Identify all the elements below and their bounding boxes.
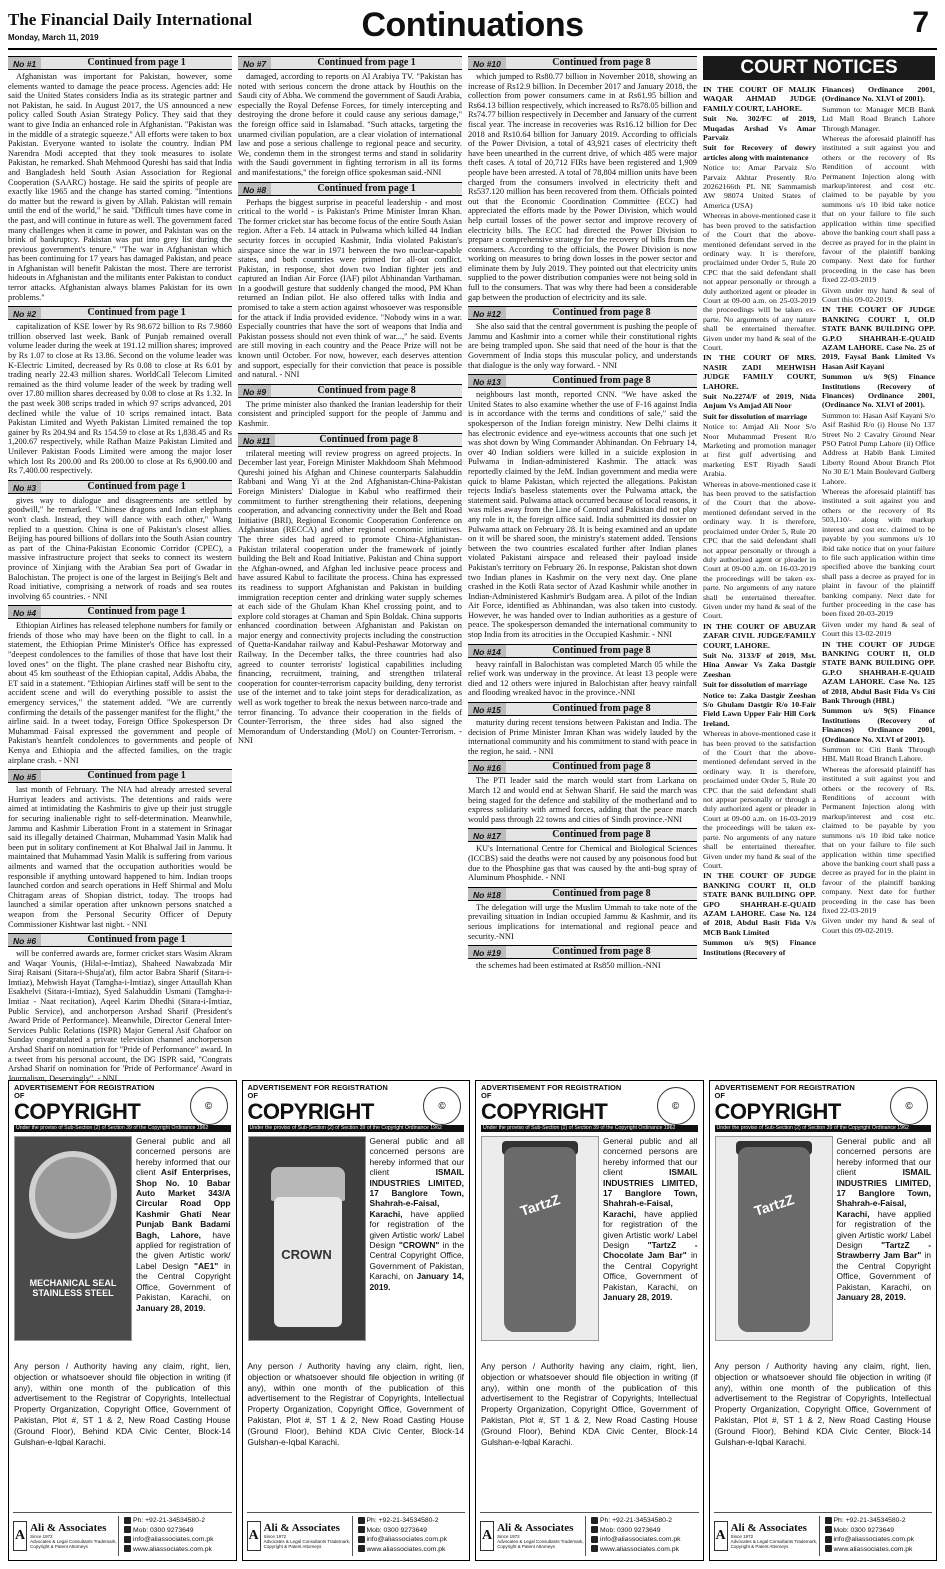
court-notice-paragraph: Suit No. 3133/F of 2019, Mst. Hina Anwar Vs Zaka Dastgir Zeeshan (703, 650, 816, 679)
story-body: trilateral meeting will review progress on agreed projects. In December last year, Foreign Minister Makhdoom Shah Mehmood Qureshi joined his Afghan and Chinese counterparts Salahuddin Rabbani and Wang Yi at the 2nd Afghanistan-China-Pakistan Foreign Ministers' Dialogue in Kabul who reaffirmed their commitment to further strengthening their relations, deepening cooperation, and advancing connectivity under the Belt and Road Initiative (BRI), Regional Economic Cooperation Conference on Afghanistan (RECCA) and other regional economic initiatives. The three sides had agreed to promote China-Afghanistan-Pakistan trilateral cooperation under the framework of jointly building the Belt and Road Initiative. Pakistan and China support the Afghan-owned, and Afghan led inclusive peace process and have assured Kabul to facilitate the process. China has expressed its readiness to support Afghanistan and Pakistan in building immigration reception center and drinking water supply schemes at each side of the Ghulam Khan Khel crossing point, and to explore cold storages at Chaman and Spin Boldak. China supports enhanced coordination between Afghanistan and Pakistan on major energy and connectivity projects including the construction of Quetta-Kandahar railway and Kabul-Peshawar Motorway and Railway. In the December talks, the three countries had also agreed to counter terrorists' logistical capabilities including financing, recruitment, training, and strengthen trilateral cooperation for counter-terrorism capacity building, deny terrorist use of the internet and to take joint steps for deradicalization, as well as work together to break the nexus between narco-trade and terror financing. To advance their cooperation in the fields of Counter-Terrorism, the three sides had also signed the Memorandum of Understanding (MoU) on Counter-Terrorism. - NNI (238, 448, 462, 746)
story-continued: Continued from page 1 (87, 770, 186, 782)
ad-text-c: in the Central Copyright Office, Government of Pakistan, Karachi, on (603, 1250, 698, 1292)
story-continued: Continued from page 8 (552, 644, 651, 656)
ad-text-a: General public and all concerned persons are hereby informed that our client (603, 1136, 698, 1178)
story-body: heavy rainfall in Balochistan was completed March 05 while the relief work was underway in the province. At least 13 people were died and 12 others were injured in Balochistan after heavy rainfall and flooding wreaked havoc in the province.-NNI (468, 659, 697, 698)
court-notice-paragraph: IN THE COURT OF JUDGE BANKING COURT I, OLD STATE BANK BUILDING OPP. G.P.O SHAHRAH-E-QUAID AZAM LAHORE. Case No. 25 of 2019, Faysal Bank Limited Vs Hasan Asif Kayani (822, 305, 935, 371)
copyright-ad (475, 1080, 704, 1561)
story-tag: No #16 (468, 761, 506, 773)
firm-name-block (264, 1523, 352, 1549)
mobile-icon (591, 1526, 598, 1533)
story-body: Perhaps the biggest surprise in peaceful leadership - and most critical to the world - is Pakistan's Prime Minister Imran Khan. The former cricket star has become focus of the entire South Asian region. After a Feb. 14 attack in Pulwama which killed 44 Indian security forces in occupied Kashmir, India violated Pakistan's airspace since the war in 1971 between the two nuclear-capable states, and both countries were primed for all-out conflict. Pakistan, in response, shot down two Indian fighter jets and captured an Indian Air Force (IAF) pilot Abhinandan Varthaman. In a goodwill gesture that suddenly changed the mood, PM Khan returned an Indian pilot. He also offered talks with India and promised to take a stern action against whosoever was responsible for the attack if India provided evidence. "Nobody wins in a war. Especially countries that have the sort of weapons that India and Pakistan possess should not even think of war...," he said. Events are still moving in each country and the Peace Prize will not be known until October. For now, however, each deserves attention and support, especially for their conviction that peace is possible and natural. - NNI (238, 197, 462, 380)
firm-name: Ali & Associates (30, 1522, 107, 1534)
court-notice-paragraph: Suit for dissolution of marriage (703, 680, 808, 690)
story-tag: No #12 (468, 307, 506, 319)
contact-row (825, 1535, 915, 1545)
ad-body (248, 1136, 465, 1351)
firm-name-block (30, 1523, 118, 1549)
story-continued: Continued from page 8 (552, 887, 651, 899)
contact-value: Ph: +92-21-34534580-2 (133, 1517, 205, 1524)
court-notice-paragraph: Whereas in above-mentioned case it has been proved to the satisfaction of the Court that the above-mentioned defendant served in the ordinary way. It is therefore, proclaimed under Order 5, Rule 20 CPC that the said defendant shall not appear personally or through a duly authorized agent or pleader in Court at 09-00 a.m. on 25-03-2019 the proceedings will be taken ex-parte. No arguments of any nature shall be entertained thereafter. Given under my hand & seal of the Court. (703, 211, 817, 352)
story-continued: Continued from page 1 (87, 480, 186, 492)
court-notice-paragraph: Suit for Recovery of dowry articles along with maintenance (703, 143, 816, 162)
story-no11 (238, 433, 462, 746)
firm-name-block (497, 1523, 585, 1549)
court-notice-paragraph: IN THE COURT OF JUDGE BANKING COURT II, OLD STATE BANK BUILDING OPP. G.P.O SHAHRAH-E-QUAID AZAM LAHORE. Case No. 125 of 2018, Abdul Basit Fida Vs Citi Bank Through (HBL) (822, 639, 935, 705)
story-continued: Continued from page 8 (552, 57, 651, 68)
story-header (468, 828, 697, 842)
story-header (238, 56, 462, 70)
email-icon (358, 1536, 365, 1543)
seal-rim-shape (29, 1151, 117, 1239)
story-continued: Continued from page 1 (317, 57, 416, 68)
story-body: will be conferred awards are, former cricket stars Wasim Akram and Waqar Younis, (Hilal-e-Imtiaz), Shaheed Nawabzada Mir Siraj Raisani (Sitara-i-Shuja'at), film actor Babra Sharif (Sitara-i-Imtiaz), Mehwish Hayat (Tamgha-i-Imtiaz), singer Attaullah Khan Esakhelvi (Sitara-i-Imtiaz), Syed Salahuddin Usmani (Tamgha-i-Imtiaz - Naat recitation), Aqeel Karim Dhedhi (Sitara-i-Imtiaz, Public Service), and anchorperson Arshad Sharif (President's Award Pride of Performance). Meanwhile, Director General Inter-Services Public Relations (ISPR) Major General Asif Ghafoor on Sunday congratulated a private television channel anchorperson Arshad Sharif on nomination for "Pride of Performance" award. In a tweet from his personal account, the DG ISPR said, "Congrats Arshad Sharif on nomination for 'Pride of Performance' Award in Journalism, Deservingly". - NNI (8, 949, 232, 1083)
ad-title: COPYRIGHT (247, 1099, 374, 1124)
story-no15 (468, 702, 697, 756)
story-body: which jumped to Rs80.77 billion in November 2018, showing an increase of Rs12.9 billion. In December 2017 and January 2018, the collection from power consumers came in at Rs61.95 billion and Rs64.13 billion respectively, which increased to Rs78.05 billion and Rs74.77 billion respectively in December and January of the current fiscal year. The increase in recoveries was Rs16.12 billion for Dec 2018 and Rs10.64 billion for January 2019. According to officials of the Power Division, a total of 43,921 cases of electricity theft have been unearthed in the current drive, of which 485 were major theft cases. A total of 20,712 FIRs have been registered and 1,909 people have been arrested. A total of 78,804 million units have been charged from the consumers involved in electricity theft and Rs537.120 million has been recovered from them. Officials pointed out that the Economic Coordination Committee (ECC) had appreciated the efforts made by the Power Division, which would help curtail losses of the power sector and improve recovery of electricity bills. The ECC had directed the Power Division to prepare a comprehensive strategy for the recovery of bills from the consumers. According to the officials, the Power Division is now working on measures to bring down losses in the power sector and eliminate them by July 2019. They pointed out that electricity units supplied to the power distribution companies were not being sold in full to the consumers. That was why there had been a considerable gap between the production of electricity and its sale. (468, 72, 697, 302)
copyright-ad (8, 1080, 237, 1561)
email-icon (591, 1536, 598, 1543)
firm-contacts (585, 1516, 681, 1556)
story-body: Afghanistan was important for Pakistan, however, some elements wanted to damage the peace process. Agencies add: He said the United States considers India as its strategic partner and not Pakistan, he said. In August 2017, the US announced a new policy called South Asian Strategy Policy. They said that they want to give India an enhanced role in Afghanistan. "Pakistan was in the middle of a strategic squeeze." All efforts were taken to box Pakistan. Everyone wanted to isolate the country. Indian PM Narendra Modi accepted that they took measures to isolate Pakistan, he remarked. Shah Mehmood Qureshi has said that India and Bangladesh held South Asian Association for Regional Cooperation (SAARC) hostage. He said the spirits of people are exactly like 1965 and the change has started coming. "Intentions do matter but the reward is given by Allah. Pakistan will remain until the end of the world," he said. "Difficult times have come in the past, and will continue in future as well. The government faced many challenges when it came in power, and Pakistan was on the brink of bankruptcy. Pakistan was put into grey list during the previous government's tenure." "The war in Afghanistan which has been continuing for 17 years has damaged Pakistan, and peace in Afghanistan will benefit Pakistan the most. There are terrorist hideouts in Afghanistan and the militants enter Pakistan to conduct terror attacks. Afghanistan always blames Pakistan for its own problems." (8, 72, 232, 302)
label-design-image (14, 1136, 132, 1341)
story-tag: No #5 (8, 770, 41, 782)
story-tag: No #13 (468, 375, 506, 387)
story-no3 (8, 480, 232, 602)
story-body: Ethiopian Airlines has released telephone numbers for family or friends of those who may have been on the flight to call. In a statement, the Ethiopian Prime Minister's Office has expressed "deepest condolences to the families of those that have lost their loved ones" on the flight. The plane crashed near Bishoftu city, about 45 km southeast of the Ethiopian capital, Addis Ababa, the ET said in a statement. "Ethiopian Airlines staff will be sent to the accident scene and will do everything possible to assist the emergency services," the statement added. "We are currently confirming the details of the passenger manifest for the flight," the airline said. In a tweet today, Foreign Office Spokesperson Dr Muhammad Faisal expressed the government and people of Pakistan's heartfelt condolences to governments and people of Kenya and Ethiopia and the affected families, on the tragic airplane crash. - NNI (8, 621, 232, 765)
contact-value: info@aliassociates.com.pk (600, 1536, 681, 1544)
contact-row (591, 1526, 681, 1536)
court-notice-paragraph: Notice to: Amar Parvaiz S/o Parvaiz Akhtar Presently R/o 20262166th PL NE Sammamish AW 98074 United States of America (USA) (703, 163, 816, 210)
firm-tagline: Advocates & Legal Consultants Trademark, Copyright & Patent Attorneys (263, 1539, 351, 1549)
ad-date: January 28, 2019. (603, 1292, 673, 1303)
ad-client: ISMAIL INDUSTRIES LIMITED, 17 Banglore Town, Shahrah-e-Faisal, Karachi, (369, 1167, 464, 1219)
story-no4 (8, 605, 232, 765)
story-tag: No #6 (8, 934, 41, 946)
ad-text-a: General public and all concerned persons are hereby informed that our client (136, 1136, 231, 1178)
contact-value: Ph: +92-21-34534580-2 (366, 1517, 439, 1524)
firm-name: Ali & Associates (497, 1522, 574, 1534)
phone-icon (591, 1517, 598, 1524)
story-header (8, 56, 232, 70)
story-body: capitalization of KSE lower by Rs 98.672 billion to Rs 7.9860 trillion observed last week. Bank of Punjab remained overall volume leader during the week at 191.12 million shares; improved by Rs 1.07 to close at Rs 13.86. Second on the volume leader was K-Electric Limited, decreased by Rs 0.08 to close at Rs 6.01 by trading nearly 22.43 million shares. WorldCall Telecom Limited remained as the third volume leader of the week by trading well over 17.80 million shares decreased by 0.08 to close at Rs 1.32. In the past week 308 scrips traded in which 97 scrips advanced, 201 declined while the value of 10 scrips remained intact. Bata Pakistan Limited and Wyeth Pakistan Limited remained the top gainer by Rs 204.94 and Rs 154.59 to close at Rs 1,838.45 and Rs 1,200.67 respectively, while Rafhan Maize Pakistan Limited and Unilever Pakistan Foods Limited were among the major loser which lost Rs 200.00 and Rs 200.00 to close at Rs 6,900.00 and Rs 7,400.00 respectively. (8, 322, 232, 476)
firm-tagline: Advocates & Legal Consultants Trademark, Copyright & Patent Attorneys (497, 1539, 584, 1549)
story-header (468, 56, 697, 70)
label-design-image (715, 1136, 833, 1341)
mobile-icon (825, 1526, 832, 1533)
story-body: The PTI leader said the march would start from Larkana on March 12 and would end at Sehwan Sharif. He said the march was being staged for the defence and stability of the motherland and to express solidarity with armed forces, adding that the peace march would pass through 22 towns and cities of Sindh province.-NNI (468, 776, 697, 824)
contact-value: www.aliassociates.com.pk (833, 1545, 913, 1553)
ad-text-a: General public and all concerned persons are hereby informed that our client (836, 1136, 931, 1178)
court-notice-paragraph: IN THE COURT OF MALIK WAQAR AHMAD JUDGE FAMILY COURT, LAHORE. (703, 85, 816, 113)
ad-objection-notice: Any person / Authority having any claim, right, lien, objection or whatsoever should file objection in writing (if any), within one month of the publication of this advertisement to the Registrar of Copyrights, Intellectual Property Organization, Copyright Office, Government of Pakistan, Plot #, ST 1 & 2, New Road Casting House (Ground Floor), Behind KDA Civic Center, Block-14 Gulshan-e-Iqbal Karachi. (714, 1361, 931, 1447)
label-design-text: TartzZ (518, 1191, 562, 1219)
ad-body (14, 1136, 231, 1351)
contact-value: Mob: 0300 9273649 (366, 1526, 427, 1534)
contact-row (825, 1545, 915, 1555)
ad-date: January 28, 2019. (136, 1302, 206, 1313)
story-continued: Continued from page 1 (317, 182, 416, 194)
email-icon (825, 1536, 832, 1543)
label-design-text: TartzZ (751, 1191, 796, 1219)
court-notice-paragraph: Suit for dissolution of marriage (703, 411, 808, 421)
story-no16 (468, 760, 697, 824)
ad-text-b: have applied for registration of the given Artistic work/ Label Design (836, 1208, 931, 1251)
court-notice-paragraph: Finances) Ordinance 2001, (Ordinance No. XLVI of 2001). (822, 85, 935, 104)
ad-date: January 14, 2019. (369, 1271, 464, 1292)
story-tag: No #3 (8, 481, 41, 493)
ad-title: COPYRIGHT (714, 1099, 841, 1124)
story-no13 (468, 374, 697, 639)
court-notices (703, 56, 935, 1076)
column-2 (238, 56, 462, 1076)
story-body: maturity during recent tensions between Pakistan and India. The decision of Prime Minister Imran Khan was widely lauded by the international community and his commitment to stand with peace in the region, he said. - NNI (468, 718, 697, 756)
ad-footer (714, 1512, 933, 1556)
contact-row (591, 1535, 681, 1545)
story-header (468, 374, 697, 388)
web-icon (825, 1545, 832, 1552)
story-continued: Continued from page 1 (87, 934, 186, 946)
contact-value: info@aliassociates.com.pk (133, 1536, 214, 1544)
story-tag: No #8 (238, 183, 271, 195)
copyright-seal-icon: © (190, 1087, 228, 1125)
story-header (468, 760, 697, 774)
contact-row (825, 1526, 915, 1536)
label-design-image (248, 1136, 366, 1341)
court-notice-paragraph: Suit No.2274/F of 2019, Nida Anjum Vs Amjad Ali Noor (703, 392, 816, 411)
firm-logo-icon: A (480, 1521, 494, 1551)
story-no19 (468, 945, 697, 971)
copyright-ad (709, 1080, 938, 1561)
story-header (238, 433, 462, 447)
story-header (8, 769, 232, 783)
firm-contacts (352, 1516, 448, 1556)
story-body: damaged, according to reports on Al Arabiya TV. "Pakistan has noted with serious concern the drone attack by Houthis on the Saudi city of Abha. We commend the government of Saudi Arabia, especially the Royal Defense Forces, for timely intercepting and destroying the drone before it could cause any serious damage," the foreign office said in Islamabad. "Such attacks, targeting the unarmed civilian population, are a clear violation of international law and pose a serious challenge to regional peace and security. We, condemn them in the strongest terms and stand in solidarity with the Saudi government in fighting terrorism in all its forms and manifestations," the foreign office spokesman said.-NNI (238, 72, 462, 177)
story-continued: Continued from page 1 (87, 57, 186, 68)
story-tag: No #11 (238, 434, 275, 446)
ad-design-name: "CROWN" (398, 1240, 440, 1251)
copyright-seal-icon: © (657, 1087, 695, 1125)
contact-row (358, 1535, 448, 1545)
firm-since: Since 1972 (497, 1534, 520, 1539)
story-continued: Continued from page 8 (552, 307, 651, 319)
story-tag: No #1 (8, 57, 41, 69)
court-notice-paragraph: Given under my hand & seal of Court this 13-02-2019 (822, 619, 935, 639)
story-continued: Continued from page 8 (552, 761, 651, 773)
story-header (468, 945, 697, 959)
story-header (468, 306, 697, 320)
court-notice-paragraph: Summon to: Hasan Asif Kayani S/o Asif Rashid R/o (i) House No 137 Street No 2 Cavalry Ground Near PSO Patrol Pump Lahore (ii) Office Address at Habib Bank Limited Liberty Round About Branch Plot No 30 E/1 Main Boulevard Gulberg Lahore. (822, 410, 935, 486)
story-body: She also said that the central government is pushing the people of Jammu and Kashmir into a corner while their constitutional rights are being trampled upon. She said that need of the hour is that the Government of India stops this muscular policy, and understands that dialogue is the only way forward. - NNI (468, 322, 697, 370)
ad-date: January 28, 2019. (836, 1292, 906, 1303)
court-column-b (822, 85, 935, 958)
story-no8 (238, 182, 462, 380)
story-header (8, 933, 232, 947)
web-icon (124, 1545, 131, 1552)
court-notice-paragraph: Summon u/s 9(S) Finance Institutions (Recovery of Finances) Ordinance 2001, (Ordinance No. XLVI of 2001). (822, 372, 935, 410)
court-notice-paragraph: Notice to: Amjad Ali Noor S/o Noor Muhammad Present R/o Marketing and promotion manager at first gulf advertising and marketing EST Riyadh Saudi Arabia. (703, 422, 816, 479)
ad-title: COPYRIGHT (481, 1099, 608, 1124)
firm-logo-icon: A (247, 1521, 261, 1551)
ad-statement (370, 1136, 465, 1351)
story-header (238, 182, 462, 196)
firm-logo (480, 1516, 585, 1556)
story-tag: No #17 (468, 829, 506, 841)
phone-icon (825, 1517, 832, 1524)
phone-icon (358, 1517, 365, 1524)
story-body: gives way to dialogue and disagreements are settled by goodwill," he remarked. "Chinese dragons and Indian elephants won't clash. Instead, they will dance with each other," Wang replied to a question. China is one of Pakistan's closest allies. Beijing has poured billions of dollars into the South Asian country as part of the China-Pakistan Economic Corridor (CPEC), a massive infrastructure project that seeks to connect its western province of Xinjiang with the Arabian Sea port of Gwadar in Balochistan. The project is one of the largest in Beijing's Belt and Road initiative, comprising a network of roads and sea routes involving 65 countries. - NNI (8, 495, 232, 601)
story-tag: No #9 (238, 385, 271, 397)
contact-row (124, 1516, 214, 1526)
firm-logo-icon: A (13, 1521, 27, 1551)
contact-value: Mob: 0300 9273649 (600, 1526, 661, 1534)
ad-kicker: ADVERTISEMENT FOR REGISTRATION OF (714, 1083, 855, 1100)
label-design-text: MECHANICAL SEAL STAINLESS STEEL (29, 1278, 117, 1298)
court-notice-paragraph: IN THE COURT OF ABUZAR ZAFAR CIVIL JUDGE/FAMILY COURT, LAHORE. (703, 621, 816, 650)
ad-objection-notice: Any person / Authority having any claim, right, lien, objection or whatsoever should file objection in writing (if any), within one month of the publication of this advertisement to the Registrar of Copyrights, Intellectual Property Organization, Copyright Office, Government of Pakistan, Plot #, ST 1 & 2, New Road Casting House (Ground Floor), Behind KDA Civic Center, Block-14 Gulshan-e-Iqbal Karachi. (481, 1361, 698, 1447)
ad-client: Asif Enterprises, Shop No. 10 Babar Auto Market 343/A Circular Road Opp Kashmir Ghati Near Punjab Bank Badami Bagh, Lahore, (136, 1167, 231, 1240)
ad-statement (837, 1136, 932, 1351)
story-tag: No #2 (8, 307, 41, 319)
contact-value: Mob: 0300 9273649 (833, 1526, 894, 1534)
court-notice-paragraph: Summon u/s 9(S) Finance Institutions (Recovery of (703, 938, 816, 957)
firm-logo-icon: A (714, 1521, 728, 1551)
jar-body-shape (738, 1147, 810, 1332)
ad-text-c: in the Central Copyright Office, Government of Pakistan, Karachi, on (369, 1240, 464, 1282)
ad-objection-notice: Any person / Authority having any claim, right, lien, objection or whatsoever should file objection in writing (if any), within one month of the publication of this advertisement to the Registrar of Copyrights, Intellectual Property Organization, Copyright Office, Government of Pakistan, Plot #, ST 1 & 2, New Road Casting House (Ground Floor), Behind KDA Civic Center, Block-14 Gulshan-e-Iqbal Karachi. (14, 1361, 231, 1447)
firm-tagline: Advocates & Legal Consultants Trademark, Copyright & Patent Attorneys (30, 1539, 117, 1549)
column-1 (8, 56, 232, 1083)
section-title: Continuations (361, 6, 584, 44)
ad-text-a: General public and all concerned persons are hereby informed that our client (369, 1136, 464, 1178)
story-header (238, 384, 462, 398)
ad-footer (480, 1512, 699, 1556)
web-icon (358, 1545, 365, 1552)
contact-value: Mob: 0300 9273649 (133, 1526, 194, 1534)
paper-date: Monday, March 11, 2019 (8, 33, 99, 42)
story-continued: Continued from page 8 (552, 829, 651, 841)
copyright-ads (8, 1080, 937, 1561)
story-no17 (468, 828, 697, 882)
story-continued: Continued from page 1 (87, 606, 186, 618)
story-header (468, 702, 697, 716)
ad-body (481, 1136, 698, 1351)
ad-text-c: in the Central Copyright Office, Government of Pakistan, Karachi, on (136, 1260, 231, 1303)
story-tag: No #7 (238, 57, 271, 69)
story-no1 (8, 56, 232, 302)
ad-objection-notice: Any person / Authority having any claim, right, lien, objection or whatsoever should file objection in writing (if any), within one month of the publication of this advertisement to the Registrar of Copyrights, Intellectual Property Organization, Copyright Office, Government of Pakistan, Plot #, ST 1 & 2, New Road Casting House (Ground Floor), Behind KDA Civic Center, Block-14 Gulshan-e-Iqbal Karachi. (247, 1361, 464, 1447)
court-notice-paragraph: Whereas the aforesaid plaintiff has instituted a suit against you and others or the recovery of Rs Rendition of account with Permanent Injection along with markup/interest and cost etc. claimed to be payable by you summons u/s 10 ibid take notice that on your failure to file such application within time specified above the banking court shall pass a decree as prayed for in the plaint in favour of the plaintiff banking company. Next date for further proceeding in the case has been fixed 22-03-2019 (822, 134, 935, 285)
firm-since: Since 1972 (730, 1534, 754, 1539)
court-notice-paragraph: Summon u/s 9(S) Finance Institutions (Recovery of Finances) Ordinance 2001, (Ordinance No. XLVI of 2001). (822, 706, 935, 744)
copyright-seal-icon: © (423, 1087, 461, 1125)
story-no14 (468, 644, 697, 698)
story-continued: Continued from page 8 (552, 946, 651, 958)
story-no18 (468, 887, 697, 941)
story-header (468, 887, 697, 901)
story-continued: Continued from page 8 (552, 703, 651, 715)
story-no10 (468, 56, 697, 302)
firm-logo (714, 1516, 819, 1556)
ad-kicker: ADVERTISEMENT FOR REGISTRATION OF (247, 1083, 388, 1100)
story-tag: No #10 (468, 57, 506, 69)
ad-footer (247, 1512, 466, 1556)
paper-name: The Financial Daily International (8, 10, 253, 29)
contact-row (358, 1526, 448, 1536)
court-notices-columns (703, 85, 935, 958)
court-notice-paragraph: Whereas in above-mentioned case it has been proved to the satisfaction of the Court that the above-mentioned defendant served in the ordinary way. It is therefore, proclaimed under Order 5, Rule 20 CPC that the said defendant shall not appear personally or through a duly authorized agent or pleader in Court at 09-00 a.m. on 16-03-2019 the proceedings will be taken ex-parte. No arguments of any nature shall be entertained thereafter. Given under my hand & seal of the Court. (703, 479, 817, 621)
ad-subline: Under the proviso of Sub-Section (2) of Section 39 of the Copyright Ordinance 1962 (14, 1125, 231, 1132)
story-header (468, 644, 697, 658)
contact-value: info@aliassociates.com.pk (366, 1536, 448, 1544)
jar-body-shape (274, 1197, 342, 1327)
label-design-text: CROWN (281, 1247, 332, 1262)
court-notice-paragraph: Summon to: Manager MCB Bank Ltd Mall Road Branch Lahore Through Manager. (822, 104, 935, 133)
ad-kicker: ADVERTISEMENT FOR REGISTRATION OF (14, 1083, 155, 1100)
contact-value: info@aliassociates.com.pk (833, 1536, 915, 1544)
ad-body (715, 1136, 932, 1351)
story-continued: Continued from page 1 (87, 307, 186, 319)
ad-design-name: "TartzZ - Chocolate Jam Bar" (603, 1240, 698, 1261)
firm-since: Since 1972 (263, 1534, 287, 1539)
ad-design-name: "TartzZ - Strawberry Jam Bar" (836, 1240, 931, 1261)
court-column-a (703, 85, 816, 958)
story-no7 (238, 56, 462, 178)
court-notice-paragraph: Summon to: Citi Bank Through HBL Mall Road Branch Lahore. (822, 745, 935, 764)
contact-row (124, 1545, 214, 1555)
story-header (8, 605, 232, 619)
jar-body-shape (504, 1147, 576, 1332)
mobile-icon (358, 1526, 365, 1533)
story-continued: Continued from page 8 (317, 384, 416, 396)
story-no12 (468, 306, 697, 370)
ad-text-c: in the Central Copyright Office, Government of Pakistan, Karachi, on (836, 1250, 931, 1292)
label-design-image (481, 1136, 599, 1341)
story-tag: No #18 (468, 888, 506, 900)
court-notice-paragraph: Whereas the aforesaid plaintiff has instituted a suit against you and others or the recovery of Rs 503,110/- along with markup interest and cost etc. claimed to be payable by you summons u/s 10 ibid take notice that on your failure to file such application within time specified above the banking court shall pass a decree as prayed for in plaint in favour of the plaintiff banking company. Next date for further proceeding in the case has been fixed 20-03-2019 (822, 487, 935, 619)
firm-name: Ali & Associates (263, 1522, 340, 1534)
ad-client: ISMAIL INDUSTRIES LIMITED, 17 Banglore Town, Shahrah-e-Faisal, Karachi, (603, 1167, 698, 1219)
ad-text-b: have applied for registration of the given Artistic work/ Label Design (603, 1208, 698, 1251)
ad-subline: Under the proviso of Sub-Section (2) of Section 39 of the Copyright Ordinance 1962 (248, 1125, 465, 1132)
story-body: the schemes had been estimated at Rs850 million.-NNI (476, 961, 661, 971)
firm-tagline: Advocates & Legal Consultants Trademark, Copyright & Patent Attorneys (730, 1539, 818, 1549)
copyright-seal-icon: © (890, 1087, 928, 1125)
contact-value: Ph: +92-21-34534580-2 (600, 1517, 672, 1524)
contact-value: www.aliassociates.com.pk (366, 1545, 446, 1553)
ad-subline: Under the proviso of Sub-Section (2) of Section 39 of the Copyright Ordinance 1962 (481, 1125, 698, 1132)
ad-footer (13, 1512, 232, 1556)
story-body: neighbours last month, reported CNN. "We have asked the United States to also examine whether the use of F-16 against India is in accordance with the terms and conditions of sale," said the spokesperson of the Indian foreign ministry. New Delhi claims it has electronic evidence and eye-witness accounts that one such jet was shot down by Wing Commander Abhinandan. On February 14, over 40 Indian soldiers were killed in a suicide explosion in Pulwama in Indian-administered Kashmir. The attack was reportedly claimed by the JeM. Indian government and media were quick to blame Pakistan, which rejected the allegations. Pakistan rejects India's baseless statements over the Pulwama attack, the statement said. Pulwama attack occurred because of local reasons, it was miles away from the Line of Control and Pakistan did not play any role in it, the foreign office said. India submitted its dossier on Pulwama attack on February 28. It is being examined and an update on it will be shared soon, the ministry's statement added. Tensions between the two countries escalated further after Indian planes violated Pakistani airspace and released their payload inside Pakistan's territory on February 26. In response, Pakistan shot down two Indian planes in Kashmir on the very next day. One plane crashed in the Kotli Rata sector of Azad Kashmir while another in Indian-Administered Kashmir's Budgam area. A pilot of the Indian Air Force, identified as Abhinandan, was also taken into custody. However, he was handed over to Indian authorities as a gesture of peace. The spokesperson demanded the international community to stop India from its atrocities in the Occupied Kashmir. - NNI (468, 390, 697, 640)
masthead (8, 6, 937, 50)
court-notice-paragraph: IN THE COURT OF MRS. NASIR ZADI MEHWISH JUDGE FAMILY COURT, LAHORE. (703, 353, 816, 391)
story-tag: No #19 (468, 946, 506, 958)
court-notice-paragraph: Given under my hand & seal of Court this 09-02-2019. (822, 916, 935, 935)
story-body: The prime minister also thanked the Iranian leadership for their consistent and principled support for the people of Jammu and Kashmir. (238, 399, 462, 428)
jar-lid-shape (271, 1167, 345, 1201)
contact-value: www.aliassociates.com.pk (600, 1545, 679, 1553)
mobile-icon (124, 1526, 131, 1533)
contact-row (591, 1545, 681, 1555)
contact-row (358, 1545, 448, 1555)
contact-value: Ph: +92-21-34534580-2 (833, 1517, 906, 1524)
story-body: The delegation will urge the Muslim Ummah to take note of the prevailing situation in Indian occupied Jammu & Kashmir, and its serious implications for international and regional peace and security.-NNI (468, 902, 697, 941)
ad-subline: Under the proviso of Sub-Section (2) of Section 39 of the Copyright Ordinance 1962 (715, 1125, 932, 1132)
contact-value: www.aliassociates.com.pk (133, 1545, 212, 1553)
story-body: KU's International Centre for Chemical and Biological Sciences (ICCBS) said the deaths were not caused by any poisonous food but due to the Phosphine gas that was caused by the anti-bug spray of Aluminum Phosphide. - NNI (468, 844, 697, 883)
court-notice-paragraph: Whereas the aforesaid plaintiff has instituted a suit against you and others or the recovery of Rs. Renditions of account with Permanent Injection along with markup/interest and cost etc. claimed to be payable by you summons u/s 10 ibid take notice that on your failure to file such application within time specified above the banking court shall pass a decree as prayed for in the plaint in favour of the plaintiff banking company. Next date for further proceeding in the case has been fixed 22-03-2019 (822, 764, 935, 915)
contact-row (358, 1516, 448, 1526)
phone-icon (124, 1517, 131, 1524)
story-header (8, 306, 232, 320)
contact-row (825, 1516, 915, 1526)
ad-kicker: ADVERTISEMENT FOR REGISTRATION OF (481, 1083, 622, 1100)
court-notice-paragraph: Suit No. 302/FC of 2019, Muqadas Arshad Vs Amar Parvaiz (703, 114, 816, 143)
copyright-ad (242, 1080, 471, 1561)
ad-design-name: "AE1" (194, 1260, 219, 1271)
contact-row (124, 1526, 214, 1536)
story-body: last month of February. The NIA had already arrested several Hurriyat leaders and activists. The detentions and raids were aimed at intimidating the Kashmiris to give up their just struggle for securing inalienable right to self-determination. Meanwhile, Jammu and Kashmir Liberation Front in a statement in Srinagar said its illegally detained Chairman, Muhammad Yasin Malik had been put in solitary confinement at Kot Bhalwal Jail in Jammu. It maintained that Muhammad Yasin Malik is suffering from various ailments and warned that the occupation authorities would be responsible if anything untoward happened to him. Indian troops launched cordon and search operations in Heff Shirmal and Molu Chitragam areas of Shopian district, today. The troops had launched a similar operation after unknown persons snatched a weapon from the Personal Security Officer of Deputy Commissioner Kishtwar last night. - NNI (8, 785, 232, 929)
ad-client: ISMAIL INDUSTRIES LIMITED, 17 Banglore Town, Shahrah-e-Faisal, Karachi, (836, 1167, 931, 1219)
story-header (8, 480, 232, 494)
story-no6 (8, 933, 232, 1083)
court-notice-paragraph: Notice to: Zaka Dastgir Zeeshan S/o Ghulam Dastgir R/o 10-Fair Field Lawn Upper Fair Hill Cork Ireland. (703, 690, 816, 728)
story-continued: Continued from page 8 (319, 433, 418, 445)
contact-row (591, 1516, 681, 1526)
email-icon (124, 1536, 131, 1543)
court-notice-paragraph: Given under my hand & seal of Court this 09-02-2019. (822, 285, 935, 304)
ad-statement (603, 1136, 698, 1351)
story-tag: No #14 (468, 645, 506, 657)
page-number: 7 (912, 6, 929, 39)
column-3 (468, 56, 697, 1076)
ad-text-b: have applied for registration of the given Artistic work/ Label Design (136, 1229, 231, 1271)
firm-name: Ali & Associates (730, 1522, 807, 1534)
ad-text-b: have applied for registration of the given Artistic work/ Label Design (369, 1208, 464, 1251)
court-notice-paragraph: Whereas in above-mentioned case it has been proved to the satisfaction of the Court that the above-mentioned defendant served in the ordinary way. It is therefore, proclaimed under Order 5, Rule 20 CPC that the said defendant shall not appear personally or through a duly authorized agent or pleader in Court at 09-00 a.m. on 16-03-2019 the proceedings will be taken ex-parte. No arguments of any nature shall be entertained thereafter. Given under my hand & seal of the Court. (703, 729, 817, 870)
story-tag: No #4 (8, 606, 41, 618)
story-no2 (8, 306, 232, 476)
web-icon (591, 1545, 598, 1552)
story-tag: No #15 (468, 703, 506, 715)
court-notice-paragraph: IN THE COURT OF JUDGE BANKING COURT II, OLD STATE BANK BUILDING OPP. GPO SHAHRAH-E-QUAID AZAM LAHORE. Case No. 124 of 2018, Abdul Basit Fida V/s MCB Bank Limited (703, 871, 816, 937)
story-no9 (238, 384, 462, 429)
story-continued: Continued from page 8 (552, 375, 651, 387)
ad-statement (136, 1136, 231, 1351)
story-no5 (8, 769, 232, 929)
ad-title: COPYRIGHT (14, 1099, 141, 1124)
court-notices-heading: COURT NOTICES (703, 56, 935, 80)
firm-logo (247, 1516, 352, 1556)
firm-contacts (118, 1516, 214, 1556)
firm-name-block (731, 1523, 819, 1549)
firm-since: Since 1972 (30, 1534, 53, 1539)
firm-logo (13, 1516, 118, 1556)
contact-row (124, 1535, 214, 1545)
firm-contacts (819, 1516, 915, 1556)
